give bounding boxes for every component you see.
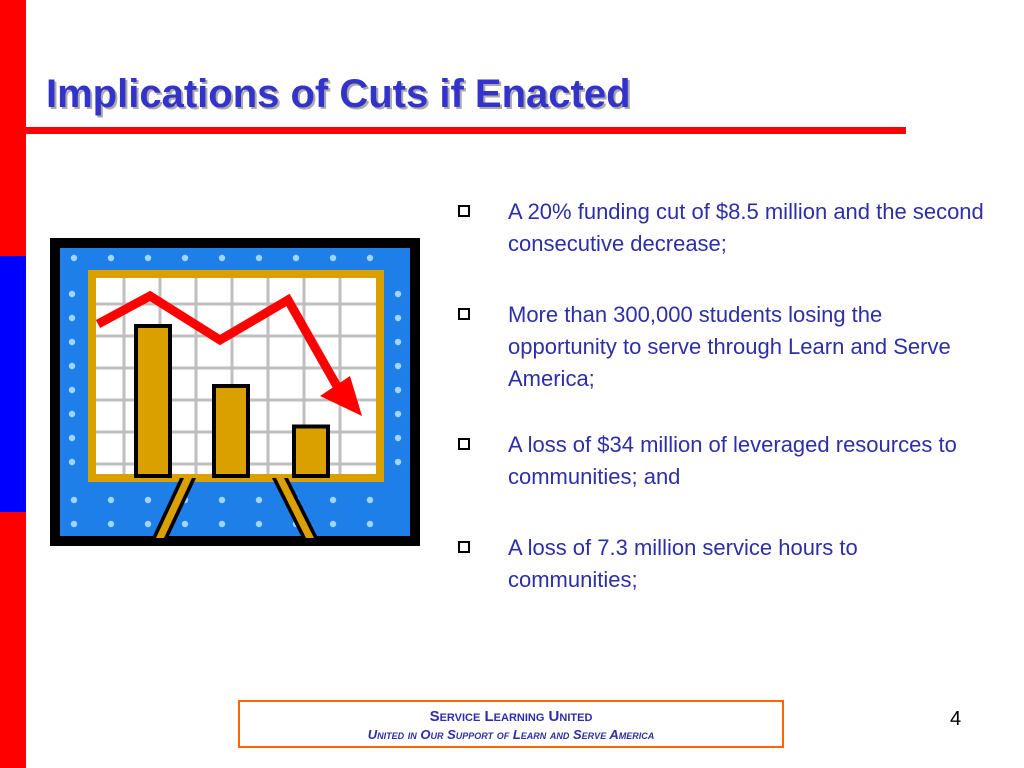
board-dot xyxy=(293,255,299,261)
board-dot xyxy=(182,521,188,527)
bullet-item xyxy=(456,429,986,493)
board-dot xyxy=(219,497,225,503)
square-bullet-icon xyxy=(458,438,470,450)
board-dot xyxy=(395,339,401,345)
board-dot xyxy=(69,411,75,417)
board-dot xyxy=(69,291,75,297)
bullet-item xyxy=(456,299,986,395)
board-dot xyxy=(108,497,114,503)
board-dot xyxy=(219,521,225,527)
footer-tagline: United in Our Support of Learn and Serve America xyxy=(367,727,655,742)
board-dot xyxy=(395,387,401,393)
board-dot xyxy=(330,497,336,503)
side-bar-top xyxy=(0,0,26,256)
square-bullet-icon xyxy=(458,541,470,553)
board-dot xyxy=(71,521,77,527)
bullet-text: A loss of $34 million of leveraged resources to communities; and xyxy=(508,432,957,489)
board-dot xyxy=(367,497,373,503)
board-dot xyxy=(395,291,401,297)
board-dot xyxy=(367,521,373,527)
square-bullet-icon xyxy=(458,308,470,320)
board-dot xyxy=(395,435,401,441)
board-dot xyxy=(330,255,336,261)
board-dot xyxy=(256,521,262,527)
board-dot xyxy=(69,459,75,465)
chart-bar xyxy=(294,427,328,477)
board-dot xyxy=(182,255,188,261)
board-dot xyxy=(71,255,77,261)
board-dot xyxy=(69,387,75,393)
board-dot xyxy=(108,255,114,261)
bullet-item xyxy=(456,196,986,260)
page-number: 4 xyxy=(950,708,962,730)
board-dot xyxy=(108,521,114,527)
board-dot xyxy=(145,521,151,527)
board-dot xyxy=(69,315,75,321)
board-dot xyxy=(69,435,75,441)
board-dot xyxy=(395,411,401,417)
board-dot xyxy=(69,363,75,369)
bullet-text: More than 300,000 students losing the opportunity to serve through Learn and Serve America; xyxy=(508,302,951,391)
board-dot xyxy=(330,521,336,527)
slide-title: Implications of Cuts if Enacted xyxy=(46,72,631,116)
board-dot xyxy=(256,255,262,261)
chart-bar xyxy=(136,326,170,476)
board-dot xyxy=(69,339,75,345)
bullet-text: A loss of 7.3 million service hours to communities; xyxy=(508,535,858,592)
board-dot xyxy=(367,255,373,261)
bullet-item xyxy=(456,532,986,596)
square-bullet-icon xyxy=(458,205,470,217)
side-bar-middle xyxy=(0,256,26,512)
footer-banner xyxy=(238,700,784,748)
board-dot xyxy=(71,497,77,503)
board-dot xyxy=(145,497,151,503)
board-dot xyxy=(395,459,401,465)
board-dot xyxy=(219,255,225,261)
footer-organization: Service Learning United xyxy=(429,708,593,725)
board-dot xyxy=(256,497,262,503)
side-bar-bottom xyxy=(0,512,26,768)
declining-chart-presentation-board-icon xyxy=(50,238,420,546)
board-dot xyxy=(395,363,401,369)
board-dot xyxy=(395,315,401,321)
title-underline xyxy=(26,127,906,134)
bullet-text: A 20% funding cut of $8.5 million and the second consecutive decrease; xyxy=(508,199,984,256)
board-dot xyxy=(145,255,151,261)
chart-bar xyxy=(214,386,248,476)
